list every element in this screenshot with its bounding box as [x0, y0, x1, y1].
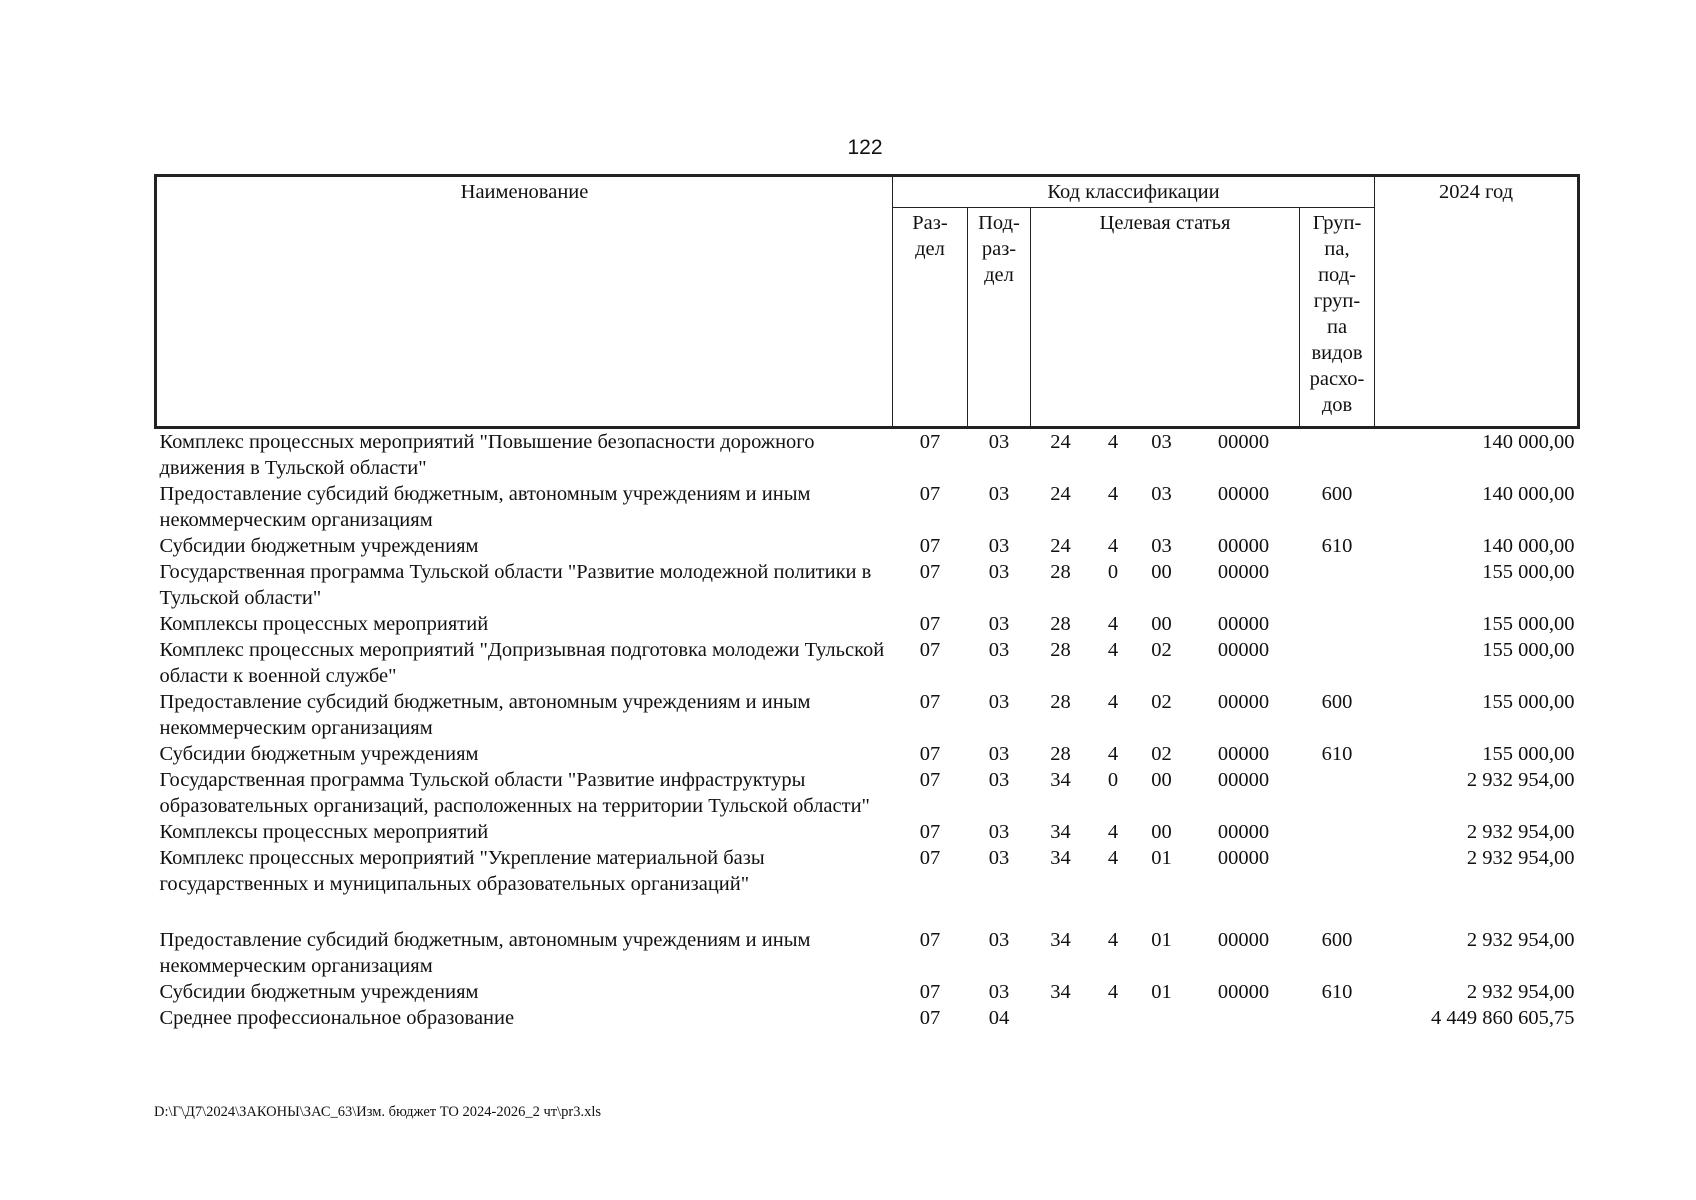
column-header-target: Целевая статья [1031, 208, 1300, 428]
row-target-program: 28 [1050, 743, 1071, 765]
row-target-type: 4 [1107, 743, 1119, 765]
row-amount: 2 932 954,00 [1466, 929, 1575, 951]
row-expense-group: 600 [1321, 483, 1353, 505]
row-target-subprogram: 03 [1151, 535, 1172, 557]
row-podrazdel: 03 [988, 847, 1010, 869]
row-amount: 4 449 860 605,75 [1431, 1007, 1575, 1029]
row-name: Субсидии бюджетным учреждениям [159, 743, 479, 765]
row-amount: 140 000,00 [1482, 535, 1575, 557]
row-target-subprogram: 01 [1151, 929, 1172, 951]
row-target-program: 28 [1050, 561, 1071, 583]
row-target-type: 4 [1107, 535, 1119, 557]
row-amount: 155 000,00 [1482, 743, 1575, 765]
row-target-subprogram: 00 [1151, 821, 1172, 843]
row-target-type: 0 [1107, 769, 1119, 791]
row-name: Предоставление субсидий бюджетным, автономным учреждениям и иным некоммерческим организациям [159, 691, 811, 739]
row-target-type: 4 [1107, 431, 1119, 453]
row-podrazdel: 03 [988, 929, 1010, 951]
row-podrazdel: 03 [988, 613, 1010, 635]
column-header-group: Груп- па, под- груп- па видов расхо- дов [1300, 208, 1375, 428]
row-target-subprogram: 00 [1151, 613, 1172, 635]
budget-sheet [154, 174, 1577, 1031]
row-target-program: 34 [1050, 929, 1071, 951]
row-expense-group [1300, 767, 1375, 819]
row-razdel: 07 [919, 691, 941, 713]
row-razdel: 07 [919, 929, 941, 951]
row-target-direction: 00000 [1217, 847, 1270, 869]
row-expense-group [1300, 428, 1375, 482]
row-amount: 2 932 954,00 [1466, 769, 1575, 791]
row-target-direction: 00000 [1217, 483, 1270, 505]
row-target-direction: 00000 [1217, 691, 1270, 713]
row-target-type: 0 [1107, 561, 1119, 583]
table-row [156, 979, 1579, 1005]
row-target-direction: 00000 [1217, 769, 1270, 791]
row-target-direction: 00000 [1217, 431, 1270, 453]
row-razdel: 07 [919, 821, 941, 843]
row-target-program: 34 [1050, 769, 1071, 791]
row-target-direction: 00000 [1217, 821, 1270, 843]
row-expense-group [1300, 1005, 1375, 1031]
table-row [156, 845, 1579, 927]
column-header-code: Код классификации [893, 176, 1375, 208]
table-row [156, 533, 1579, 559]
row-podrazdel: 03 [988, 431, 1010, 453]
row-target-direction: 00000 [1217, 639, 1270, 661]
table-body [156, 428, 1579, 1032]
row-target-subprogram: 02 [1151, 639, 1172, 661]
row-amount: 2 932 954,00 [1466, 847, 1575, 869]
row-expense-group [1300, 637, 1375, 689]
row-name: Субсидии бюджетным учреждениям [159, 535, 479, 557]
row-name: Комплекс процессных мероприятий "Допризывная подготовка молодежи Тульской области к военной службе" [159, 639, 885, 687]
table-row [156, 819, 1579, 845]
row-expense-group [1300, 819, 1375, 845]
row-podrazdel: 04 [988, 1007, 1010, 1029]
table-row [156, 741, 1579, 767]
footer-file-path: D:\Г\Д7\2024\ЗАКОНЫ\ЗАС_63\Изм. бюджет ТО 2024-2026_2 чт\pr3.xls [154, 1104, 602, 1120]
row-target-subprogram: 01 [1151, 981, 1172, 1003]
row-expense-group [1300, 559, 1375, 611]
budget-table [154, 174, 1580, 1031]
row-target-type [1091, 1005, 1136, 1031]
row-target-direction: 00000 [1217, 561, 1270, 583]
row-razdel: 07 [919, 1007, 941, 1029]
row-target-direction: 00000 [1217, 743, 1270, 765]
row-razdel: 07 [919, 535, 941, 557]
row-target-type: 4 [1107, 929, 1119, 951]
table-row [156, 637, 1579, 689]
row-target-direction: 00000 [1217, 613, 1270, 635]
row-razdel: 07 [919, 743, 941, 765]
table-row [156, 611, 1579, 637]
row-amount: 155 000,00 [1482, 613, 1575, 635]
row-razdel: 07 [919, 981, 941, 1003]
row-target-type: 4 [1107, 483, 1119, 505]
row-razdel: 07 [919, 561, 941, 583]
row-amount: 140 000,00 [1482, 431, 1575, 453]
row-name: Среднее профессиональное образование [159, 1007, 515, 1029]
row-expense-group [1300, 845, 1375, 927]
row-amount: 140 000,00 [1482, 483, 1575, 505]
row-target-program: 24 [1050, 535, 1071, 557]
row-expense-group: 610 [1321, 743, 1353, 765]
table-row [156, 1005, 1579, 1031]
column-header-podrazdel: Под- раз- дел [968, 208, 1031, 428]
row-amount: 155 000,00 [1482, 561, 1575, 583]
row-amount: 2 932 954,00 [1466, 981, 1575, 1003]
row-target-subprogram: 03 [1151, 483, 1172, 505]
row-razdel: 07 [919, 613, 941, 635]
row-target-subprogram: 00 [1151, 769, 1172, 791]
row-podrazdel: 03 [988, 535, 1010, 557]
row-amount: 2 932 954,00 [1466, 821, 1575, 843]
row-target-program: 28 [1050, 639, 1071, 661]
table-row [156, 481, 1579, 533]
column-header-name: Наименование [156, 176, 893, 428]
row-expense-group: 600 [1321, 929, 1353, 951]
row-target-subprogram: 02 [1151, 743, 1172, 765]
row-podrazdel: 03 [988, 769, 1010, 791]
row-name: Предоставление субсидий бюджетным, автономным учреждениям и иным некоммерческим организациям [159, 929, 811, 977]
row-name: Комплекс процессных мероприятий "Укрепление материальной базы государственных и муниципальных образовательных организаций" [159, 847, 765, 895]
row-target-program: 34 [1050, 847, 1071, 869]
row-target-program [1031, 1005, 1091, 1031]
row-name: Предоставление субсидий бюджетным, автономным учреждениям и иным некоммерческим организациям [159, 483, 811, 531]
column-header-razdel: Раз- дел [893, 208, 968, 428]
row-name: Комплекс процессных мероприятий "Повышение безопасности дорожного движения в Тульской области" [159, 431, 815, 479]
row-target-type: 4 [1107, 981, 1119, 1003]
row-expense-group: 610 [1321, 535, 1353, 557]
row-razdel: 07 [919, 847, 941, 869]
row-target-direction [1188, 1005, 1300, 1031]
row-target-direction: 00000 [1217, 981, 1270, 1003]
row-name: Субсидии бюджетным учреждениям [159, 981, 479, 1003]
row-target-subprogram: 03 [1151, 431, 1172, 453]
row-target-program: 34 [1050, 821, 1071, 843]
row-razdel: 07 [919, 431, 941, 453]
row-target-program: 24 [1050, 483, 1071, 505]
row-target-program: 28 [1050, 613, 1071, 635]
row-expense-group: 610 [1321, 981, 1353, 1003]
row-razdel: 07 [919, 769, 941, 791]
row-expense-group [1300, 611, 1375, 637]
row-podrazdel: 03 [988, 821, 1010, 843]
table-row [156, 927, 1579, 979]
page-number: 122 [847, 136, 883, 159]
row-name: Комплексы процессных мероприятий [159, 821, 489, 843]
table-row [156, 559, 1579, 611]
row-amount: 155 000,00 [1482, 639, 1575, 661]
row-target-subprogram: 01 [1151, 847, 1172, 869]
row-target-type: 4 [1107, 821, 1119, 843]
row-podrazdel: 03 [988, 743, 1010, 765]
row-target-type: 4 [1107, 691, 1119, 713]
row-podrazdel: 03 [988, 561, 1010, 583]
row-razdel: 07 [919, 639, 941, 661]
row-target-direction: 00000 [1217, 929, 1270, 951]
row-razdel: 07 [919, 483, 941, 505]
table-row [156, 689, 1579, 741]
row-target-type: 4 [1107, 613, 1119, 635]
row-podrazdel: 03 [988, 691, 1010, 713]
table-row [156, 767, 1579, 819]
row-target-direction: 00000 [1217, 535, 1270, 557]
row-target-subprogram: 02 [1151, 691, 1172, 713]
row-podrazdel: 03 [988, 981, 1010, 1003]
row-target-subprogram: 00 [1151, 561, 1172, 583]
row-name: Государственная программа Тульской области "Развитие инфраструктуры образовательных организаций, расположенных на территории Тульской области" [159, 769, 870, 817]
row-target-program: 34 [1050, 981, 1071, 1003]
row-target-program: 28 [1050, 691, 1071, 713]
table-row [156, 428, 1579, 482]
row-name: Государственная программа Тульской области "Развитие молодежной политики в Тульской области" [159, 561, 872, 609]
row-amount: 155 000,00 [1482, 691, 1575, 713]
row-target-program: 24 [1050, 431, 1071, 453]
row-target-type: 4 [1107, 639, 1119, 661]
row-expense-group: 600 [1321, 691, 1353, 713]
column-header-year: 2024 год [1375, 176, 1579, 428]
row-name: Комплексы процессных мероприятий [159, 613, 489, 635]
row-target-type: 4 [1107, 847, 1119, 869]
row-podrazdel: 03 [988, 483, 1010, 505]
row-target-subprogram [1136, 1005, 1188, 1031]
row-podrazdel: 03 [988, 639, 1010, 661]
